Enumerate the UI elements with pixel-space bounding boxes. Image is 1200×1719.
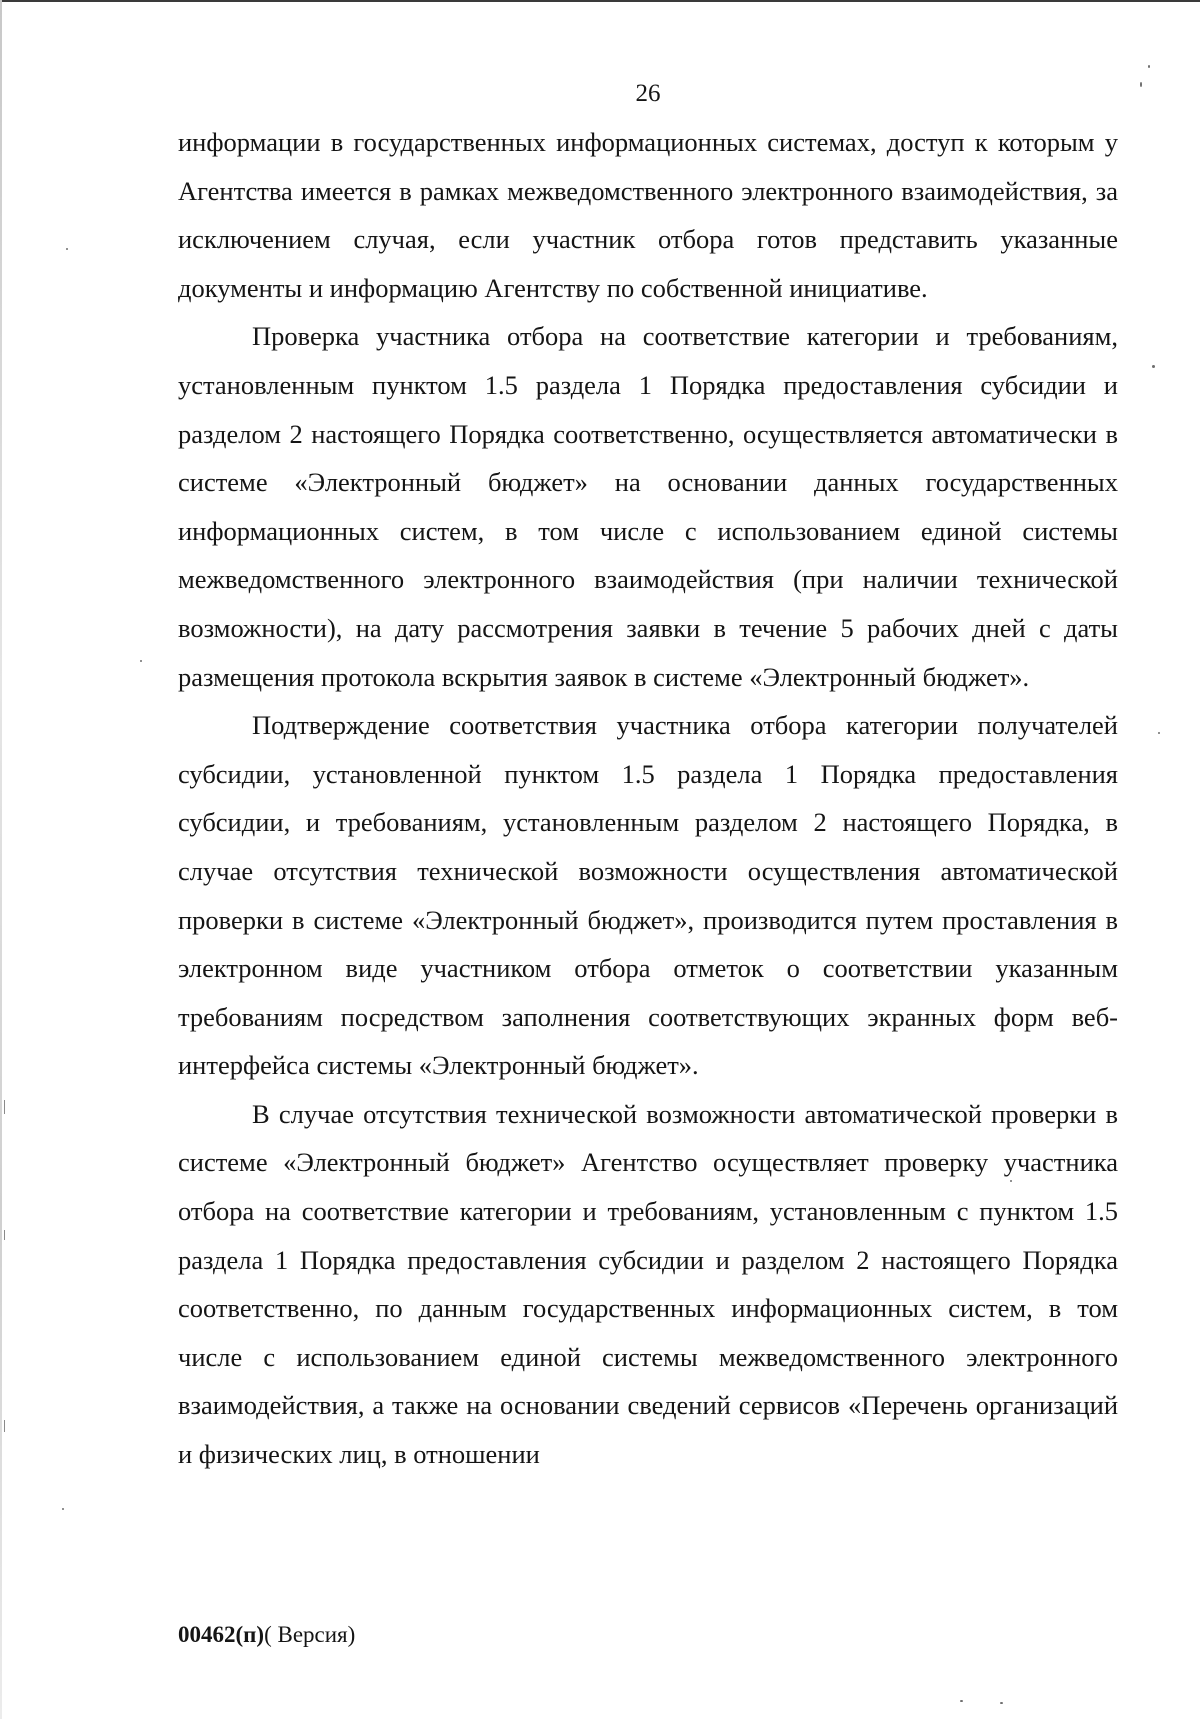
scan-mark	[4, 1420, 5, 1432]
scan-top-border	[0, 0, 1200, 2]
document-body	[178, 118, 1118, 1479]
scan-speck	[62, 1508, 64, 1510]
paragraph-manual-check: В случае отсутствия технической возможности автоматической проверки в системе «Электронный бюджет» Агентство осуществляет проверку участника отбора на соответствие категории и требованиям, установленным с пунктом 1.5 раздела 1 Порядка предоставления субсидии и разделом 2 настоящего Порядка соответственно, по данным государственных информационных систем, в том числе с использованием единой системы межведомственного электронного взаимодействия, а также на основании сведений сервисов «Перечень организаций и физических лиц, в отношении	[178, 1098, 1118, 1470]
scan-speck	[1010, 1180, 1012, 1182]
scan-speck	[1000, 1702, 1003, 1704]
footer-code: 00462(п)	[178, 1622, 265, 1647]
scan-speck	[66, 248, 68, 250]
paragraph-verification: Проверка участника отбора на соответствие категории и требованиям, установленным пунктом 1.5 раздела 1 Порядка предоставления субсидии и разделом 2 настоящего Порядка соответственно, осуществляется автоматически в системе «Электронный бюджет» на основании данных государственных информационных систем, в том числе с использованием единой системы межведомственного электронного взаимодействия (при наличии технической возможности), на дату рассмотрения заявки в течение 5 рабочих дней с даты размещения протокола вскрытия заявок в системе «Электронный бюджет».	[178, 321, 1118, 692]
scan-speck	[960, 1700, 963, 1702]
scan-mark	[4, 1230, 5, 1240]
scan-speck	[140, 660, 142, 662]
scan-speck	[1158, 732, 1160, 734]
footer-version: ( Версия)	[264, 1622, 356, 1647]
paragraph-confirmation: Подтверждение соответствия участника отбора категории получателей субсидии, установленной пунктом 1.5 раздела 1 Порядка предоставления субсидии, и требованиям, установленным разделом 2 настоящего Порядка, в случае отсутствия технической возможности осуществления автоматической проверки в системе «Электронный бюджет», производится путем проставления в электронном виде участником отбора отметок о соответствии указанным требованиям посредством заполнения соответствующих экранных форм веб-интерфейса системы «Электронный бюджет».	[178, 710, 1118, 1081]
scan-speck	[1140, 82, 1142, 87]
paragraph-continuation: информации в государственных информационных системах, доступ к которым у Агентства имеется в рамках межведомственного электронного взаимодействия, за исключением случая, если участник отбора готов представить указанные документы и информацию Агентству по собственной инициативе.	[178, 127, 1118, 303]
document-footer	[178, 1620, 355, 1650]
scan-speck	[1152, 365, 1155, 368]
page-number: 26	[635, 80, 661, 107]
scan-mark	[4, 1100, 5, 1114]
scan-speck	[1148, 65, 1150, 68]
scan-left-edge	[0, 0, 2, 1719]
